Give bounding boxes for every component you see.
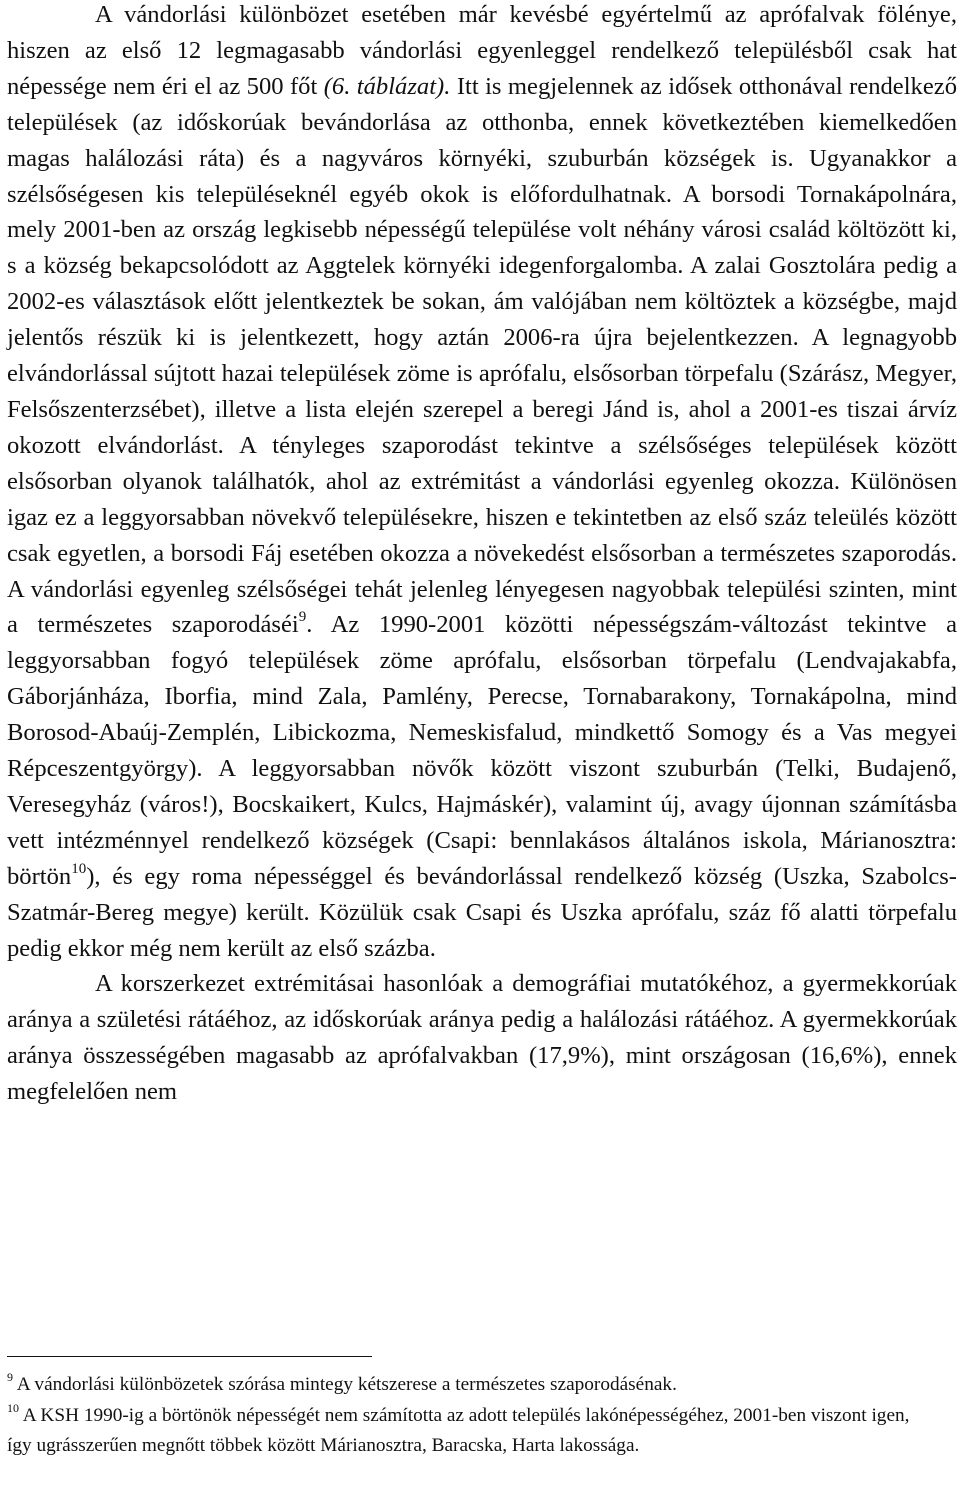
paragraph-text: A vándorlási különbözet esetében már kevésbé egyértelmű az aprófalvak fölénye, hiszen az első 12 legmagasabb vándorlási egyenleggel rendelkező településből csak hat népessége nem éri el az 500 főt xyxy=(7,1,957,100)
footnotes xyxy=(7,1370,937,1462)
footnote-text: A vándorlási különbözetek szórása mintegy kétszerese a természetes szaporodásénak. xyxy=(13,1374,677,1395)
footnote-9 xyxy=(7,1370,937,1401)
paragraph-text: Itt is megjelennek az idősek otthonával rendelkező települések (az időskorúak bevándorlása az otthonba, ennek következtében kiemelkedően magas halálozási ráta) és a nagyváros környéki, szuburbán községek is. Ugyanakkor a szélsőségesen kis településeknél egyéb okok is előfordulhatnak. A borsodi Tornakápolnára, mely 2001-ben az ország legkisebb népességű települése volt néhány városi család költözött ki, s a község bekapcsolódott az Aggtelek környéki idegenforgalomba. A zalai Gosztolára pedig a 2002-es választások előtt jelentkeztek be sokan, ám valójában nem költöztek a községbe, majd jelentős részük ki is jelentkezett, hogy aztán 2006-ra újra bejelentkezzen. A legnagyobb elvándorlással sújtott hazai települések zöme is aprófalu, elsősorban törpefalu (Szárász, Megyer, Felsőszenterzsébet), illetve a lista elején szerepel a beregi Jánd is, ahol a 2001-es tiszai árvíz okozott elvándorlást. A tényleges szaporodást tekintve a szélsőséges települések között elsősorban olyanok találhatók, ahol az extrémitást a vándorlási egyenleg okozza. Különösen igaz ez a leggyorsabban növekvő településekre, hiszen e tekintetben az első száz teleülés között csak egyetlen, a borsodi Fáj esetében okozza a növekedést elsősorban a természetes szaporodás. A vándorlási egyenleg szélsőségei tehát jelenleg lényegesen nagyobbak települési szinten, mint a természetes szaporodáséi xyxy=(7,72,957,639)
document-page xyxy=(7,0,958,1456)
footnote-reference-9[interactable]: 9 xyxy=(298,609,307,626)
body-paragraph-2: A korszerkezet extrémitásai hasonlóak a demográfiai mutatókéhoz, a gyermekkorúak aránya a születési rátáéhoz, az időskorúak aránya pedig a halálozási rátáéhoz. A gyermekkorúak aránya összességében magasabb az aprófalvakban (17,9%), mint országosan (16,6%), ennek megfelelően nem xyxy=(7,970,957,1106)
paragraph-text: ), és egy roma népességgel és bevándorlással rendelkező község (Uszka, Szabolcs-Szatmár-Bereg megye) került. Közülük csak Csapi és Uszka aprófalu, száz fő alatti törpefalu pedig ekkor még nem került az első százba. xyxy=(7,862,957,962)
paragraph-text: . Az 1990-2001 közötti népességszám-változást tekintve a leggyorsabban fogyó települések zöme aprófalu, elsősorban törpefalu (Lendvajakabfa, Gáborjánháza, Iborfia, mind Zala, Pamlény, Perecse, Tornabarakony, Tornakápolna, mind Borosod-Abaúj-Zemplén, Libickozma, Nemeskisfalud, mindkettő Somogy és a Vas megyei Répceszentgyörgy). A leggyorsabban növők között viszont szuburbán (Telki, Budajenő, Veresegyház (város!), Bocskaikert, Kulcs, Hajmáskér), valamint új, avagy újonnan számításba vett intézménnyel rendelkező községek (Csapi: bennlakásos általános iskola, Márianosztra: börtön xyxy=(7,611,958,890)
footnote-10 xyxy=(7,1401,937,1462)
footnote-number: 10 xyxy=(7,1400,19,1415)
footnote-text: A KSH 1990-ig a börtönök népességét nem számította az adott település lakónépességéhez, 2001-ben viszont igen, így ugrásszerűen megnőtt többek között Márianosztra, Baracska, Harta lakossága. xyxy=(7,1404,910,1456)
footnote-separator xyxy=(7,1356,372,1357)
footnote-number: 9 xyxy=(7,1370,13,1384)
table-reference: (6. táblázat). xyxy=(323,72,451,100)
footnote-reference-10[interactable]: 10 xyxy=(71,860,87,877)
body-paragraph-1 xyxy=(7,0,957,966)
